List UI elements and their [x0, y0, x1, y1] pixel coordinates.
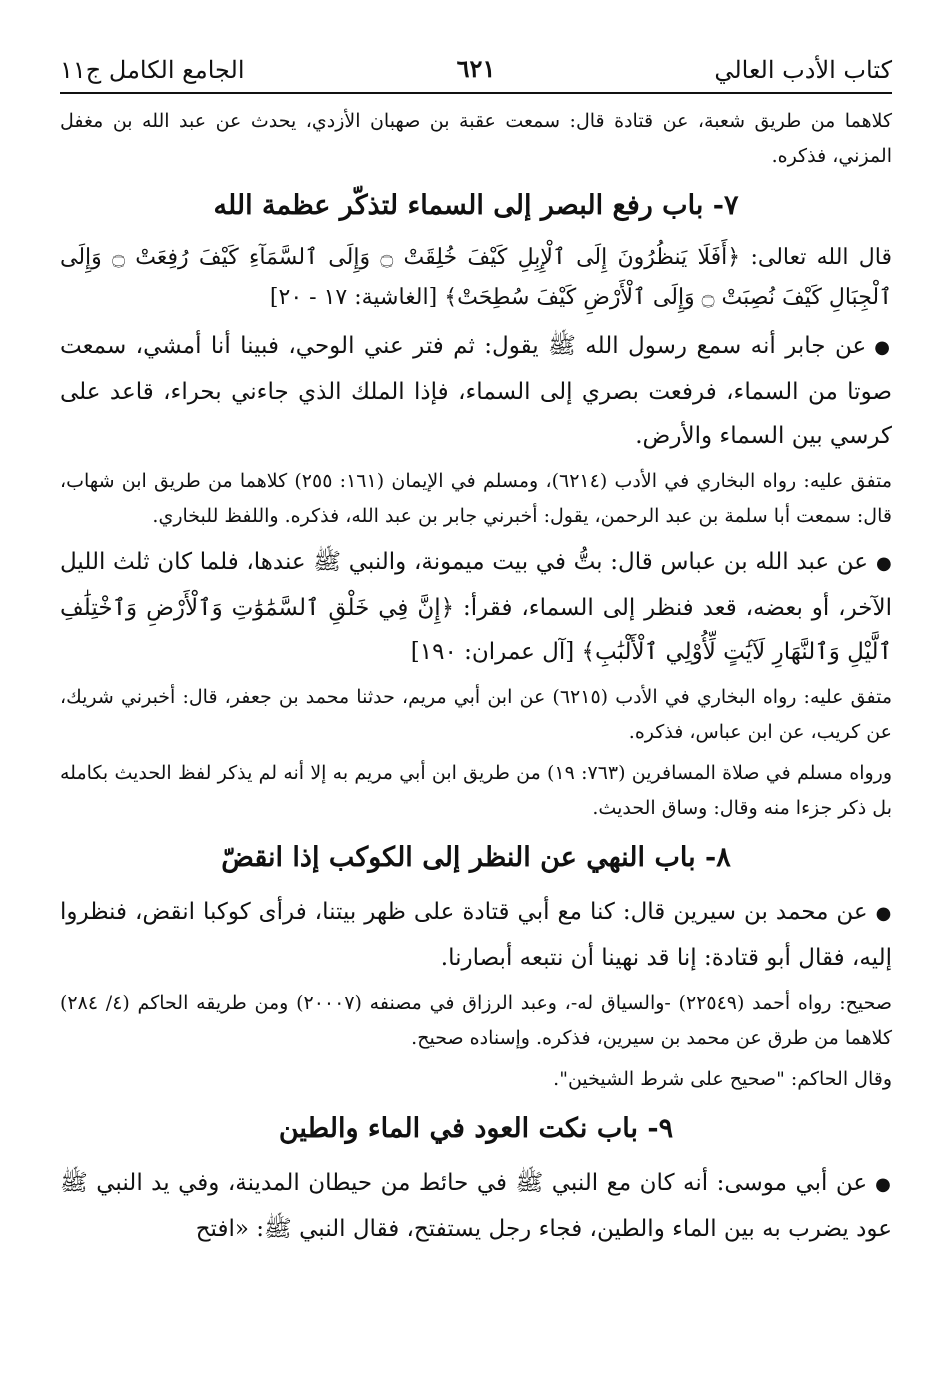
- footnote-paragraph: [60, 464, 892, 534]
- paragraph-text: وقال الحاكم: "صحيح على شرط الشيخين".: [553, 1068, 892, 1090]
- paragraph-text: متفق عليه: رواه البخاري في الأدب (٦٢١٥) عن ابن أبي مريم، حدثنا محمد بن جعفر، قال: أخبرني شريك، عن كريب، عن ابن عباس، فذكره.: [60, 686, 892, 743]
- hadith-paragraph: [60, 1161, 892, 1251]
- page-number: ٦٢١: [456, 54, 496, 83]
- book-title: كتاب الأدب العالي: [714, 56, 892, 84]
- bullet-marker: ●: [875, 903, 892, 924]
- bullet-marker: ●: [875, 553, 892, 574]
- hadith-paragraph: [60, 540, 892, 674]
- paragraph-text: ٩- باب نكت العود في الماء والطين: [278, 1113, 674, 1144]
- paragraph-text: صحيح: رواه أحمد (٢٢٥٤٩) -والسياق له-، وعبد الرزاق في مصنفه (٢٠٠٠٧) ومن طريقه الحاكم (٤/ ٢٨٤) كلاهما من طرق عن محمد بن سيرين، فذكره. وإسناده صحيح.: [60, 992, 892, 1049]
- hadith-paragraph: [60, 890, 892, 980]
- paragraph-text: عن عبد الله بن عباس قال: بتُّ في بيت ميمونة، والنبي ﷺ عندها، فلما كان ثلث الليل الآخر، أو بعضه، قعد فنظر إلى السماء، فقرأ: ﴿إِنَّ فِي خَلْقِ ٱلسَّمَٰوَٰتِ وَٱلْأَرْضِ وَٱخْتِلَٰفِ ٱلَّيْلِ وَٱلنَّهَارِ لَآيَٰتٍ لِّأُوْلِي ٱلْأَلْبَٰبِ﴾ [آل عمران: ١٩٠]: [60, 549, 892, 665]
- paragraph-text: ٨- باب النهي عن النظر إلى الكوكب إذا انقضّ: [221, 842, 731, 873]
- book-page: [60, 48, 892, 1251]
- chapter-heading: [60, 832, 892, 884]
- series-title: الجامع الكامل ج١١: [60, 56, 245, 84]
- paragraph-text: قال الله تعالى: ﴿أَفَلَا يَنظُرُونَ إِلَى ٱلْإِبِلِ كَيْفَ خُلِقَتْ ۝ وَإِلَى ٱلسَّمَآءِ كَيْفَ رُفِعَتْ ۝ وَإِلَى ٱلْجِبَالِ كَيْفَ نُصِبَتْ ۝ وَإِلَى ٱلْأَرْضِ كَيْفَ سُطِحَتْ﴾ [الغاشية: ١٧ - ٢٠]: [60, 245, 892, 310]
- footnote-paragraph: [60, 104, 892, 174]
- paragraph-text: كلاهما من طريق شعبة، عن قتادة قال: سمعت عقبة بن صهبان الأزدي، يحدث عن عبد الله بن مغفل المزني، فذكره.: [60, 110, 892, 167]
- paragraph-text: عن محمد بن سيرين قال: كنا مع أبي قتادة على ظهر بيتنا، فرأى كوكبا انقض، فنظروا إليه، فقال أبو قتادة: إنا قد نهينا أن نتبعه أبصارنا.: [60, 899, 892, 971]
- paragraph-text: عن جابر أنه سمع رسول الله ﷺ يقول: ثم فتر عني الوحي، فبينا أنا أمشي، سمعت صوتا من السماء، فرفعت بصري إلى السماء، فإذا الملك الذي جاءني بحراء، قاعد على كرسي بين السماء والأرض.: [60, 333, 892, 449]
- chapter-heading: [60, 180, 892, 232]
- footnote-paragraph: [60, 680, 892, 750]
- footnote-paragraph: [60, 756, 892, 826]
- footnote-paragraph: [60, 986, 892, 1056]
- quran-verse-paragraph: [60, 238, 892, 318]
- hadith-paragraph: [60, 324, 892, 458]
- page-body: [60, 104, 892, 1251]
- paragraph-text: عن أبي موسى: أنه كان مع النبي ﷺ في حائط من حيطان المدينة، وفي يد النبي ﷺ عود يضرب به بين الماء والطين، فجاء رجل يستفتح، فقال النبي ﷺ: «افتح: [60, 1170, 892, 1242]
- bullet-marker: ●: [875, 1174, 892, 1195]
- paragraph-text: متفق عليه: رواه البخاري في الأدب (٦٢١٤)، ومسلم في الإيمان (١٦١: ٢٥٥) كلاهما من طريق ابن شهاب، قال: سمعت أبا سلمة بن عبد الرحمن، يقول: أخبرني جابر بن عبد الله، فذكره. واللفظ للبخاري.: [60, 470, 893, 527]
- chapter-heading: [60, 1103, 892, 1155]
- bullet-marker: ●: [874, 337, 892, 358]
- paragraph-text: ٧- باب رفع البصر إلى السماء لتذكّر عظمة الله: [213, 190, 739, 221]
- running-header: [60, 48, 892, 94]
- footnote-paragraph: [60, 1062, 892, 1097]
- paragraph-text: ورواه مسلم في صلاة المسافرين (٧٦٣: ١٩) من طريق ابن أبي مريم به إلا أنه لم يذكر لفظ الحديث بكامله بل ذكر جزءا منه وقال: وساق الحديث.: [60, 762, 893, 819]
